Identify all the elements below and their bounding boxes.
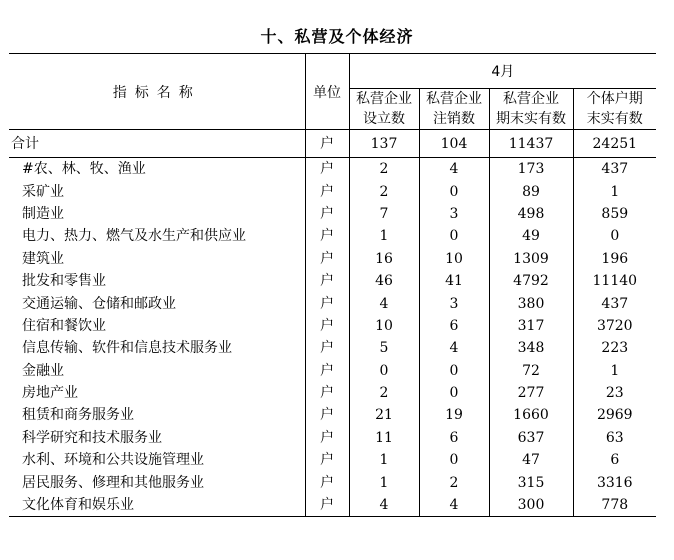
- unit-cell: 户: [305, 404, 349, 426]
- indicator-name: 制造业: [9, 203, 305, 225]
- value-cell: 16: [349, 248, 419, 270]
- column-header-individual-households-end-period: 个体户期 末实有数: [573, 89, 656, 130]
- table-row: [9, 203, 656, 225]
- value-cell: 63: [605, 429, 624, 446]
- value-cell: 11437: [489, 130, 573, 158]
- table-row: [9, 248, 656, 270]
- value-cell: 5: [349, 337, 419, 359]
- value-cell: 4: [419, 337, 489, 359]
- unit-cell: 户: [305, 382, 349, 404]
- value-cell: 11: [349, 427, 419, 449]
- value-cell: 10: [419, 248, 489, 270]
- value-cell: 10: [349, 315, 419, 337]
- value-cell: 1: [349, 225, 419, 247]
- unit-cell: 户: [305, 315, 349, 337]
- indicator-name: 信息传输、软件和信息技术服务业: [9, 337, 305, 359]
- indicator-name: 金融业: [9, 360, 305, 382]
- unit-cell: 户: [305, 449, 349, 471]
- value-cell: 1309: [489, 248, 573, 270]
- value-cell: 3: [419, 292, 489, 314]
- value-cell: 72: [489, 360, 573, 382]
- table-row: [9, 225, 656, 247]
- value-cell: 277: [489, 382, 573, 404]
- table-row: [9, 404, 656, 426]
- table-row: [9, 180, 656, 202]
- unit-cell: 户: [305, 248, 349, 270]
- unit-header: 单位: [305, 54, 349, 130]
- value-cell: 6: [419, 315, 489, 337]
- table-row: [9, 292, 656, 314]
- value-cell: 4: [419, 158, 489, 181]
- value-cell: 637: [489, 427, 573, 449]
- value-cell: 0: [419, 449, 489, 471]
- value-cell: 1: [349, 449, 419, 471]
- value-cell: 11140: [592, 273, 638, 290]
- column-header-new-private-enterprises: 私营企业 设立数: [349, 89, 419, 130]
- unit-cell: 户: [305, 337, 349, 359]
- value-cell: 0: [419, 180, 489, 202]
- indicator-name: 居民服务、修理和其他服务业: [9, 471, 305, 493]
- indicator-name: 批发和零售业: [9, 270, 305, 292]
- indicator-name: #农、林、牧、渔业: [9, 158, 305, 181]
- value-cell: 2: [419, 471, 489, 493]
- table-row: [9, 471, 656, 493]
- value-cell: 21: [349, 404, 419, 426]
- table-row-total: [9, 130, 656, 158]
- unit-cell: 户: [305, 203, 349, 225]
- value-cell: 0: [610, 228, 620, 245]
- value-cell: 4792: [489, 270, 573, 292]
- value-cell: 89: [489, 180, 573, 202]
- value-cell: 23: [605, 385, 624, 402]
- value-cell: 137: [349, 130, 419, 158]
- header-row: [9, 54, 656, 89]
- indicator-name: 水利、环境和公共设施管理业: [9, 449, 305, 471]
- table-row: [9, 449, 656, 471]
- value-cell: 104: [419, 130, 489, 158]
- value-cell: 2: [349, 158, 419, 181]
- value-cell: 1660: [489, 404, 573, 426]
- value-cell: 3720: [596, 317, 633, 334]
- column-header-cancelled-private-enterprises: 私营企业 注销数: [419, 89, 489, 130]
- value-cell: 437: [601, 161, 629, 178]
- value-cell: 196: [601, 250, 629, 267]
- value-cell: 6: [419, 427, 489, 449]
- unit-cell: 户: [305, 180, 349, 202]
- value-cell: 24251: [573, 130, 656, 158]
- table-row: [9, 427, 656, 449]
- indicator-name: 合计: [9, 130, 305, 158]
- unit-cell: 户: [305, 292, 349, 314]
- table-row: [9, 360, 656, 382]
- indicator-name: 电力、热力、燃气及水生产和供应业: [9, 225, 305, 247]
- period-header: 4月: [349, 54, 656, 89]
- unit-cell: 户: [305, 225, 349, 247]
- value-cell: 2969: [596, 407, 633, 424]
- unit-cell: 户: [305, 360, 349, 382]
- table-row: [9, 158, 656, 181]
- indicator-name: 科学研究和技术服务业: [9, 427, 305, 449]
- indicator-name: 交通运输、仓储和邮政业: [9, 292, 305, 314]
- indicator-name: 租赁和商务服务业: [9, 404, 305, 426]
- value-cell: 0: [419, 225, 489, 247]
- table-row: [9, 382, 656, 404]
- indicator-name: 建筑业: [9, 248, 305, 270]
- value-cell: 4: [419, 494, 489, 517]
- page-title: 十、私营及个体经济: [260, 27, 414, 46]
- table-row: [9, 337, 656, 359]
- value-cell: 348: [489, 337, 573, 359]
- value-cell: 1: [610, 183, 620, 200]
- value-cell: 859: [601, 205, 629, 222]
- value-cell: 3316: [596, 474, 633, 491]
- table-row: [9, 315, 656, 337]
- unit-cell: 户: [305, 130, 349, 158]
- value-cell: 49: [489, 225, 573, 247]
- unit-cell: 户: [305, 471, 349, 493]
- unit-cell: 户: [305, 427, 349, 449]
- value-cell: 498: [489, 203, 573, 225]
- value-cell: 3: [419, 203, 489, 225]
- value-cell: 0: [419, 382, 489, 404]
- value-cell: 41: [419, 270, 489, 292]
- indicator-name: 住宿和餐饮业: [9, 315, 305, 337]
- table-row: [9, 494, 656, 517]
- value-cell: 1: [349, 471, 419, 493]
- unit-cell: 户: [305, 158, 349, 181]
- value-cell: 2: [349, 382, 419, 404]
- value-cell: 437: [601, 295, 629, 312]
- value-cell: 317: [489, 315, 573, 337]
- indicator-name-header: 指标名称: [9, 54, 305, 130]
- value-cell: 19: [419, 404, 489, 426]
- value-cell: 6: [610, 452, 620, 469]
- value-cell: 300: [489, 494, 573, 517]
- indicator-name: 文化体育和娱乐业: [9, 494, 305, 517]
- value-cell: 2: [349, 180, 419, 202]
- unit-cell: 户: [305, 270, 349, 292]
- value-cell: 46: [349, 270, 419, 292]
- value-cell: 223: [601, 340, 629, 357]
- value-cell: 47: [489, 449, 573, 471]
- indicator-name: 采矿业: [9, 180, 305, 202]
- value-cell: 315: [489, 471, 573, 493]
- value-cell: 4: [349, 292, 419, 314]
- value-cell: 778: [573, 494, 656, 517]
- statistics-table: [9, 53, 656, 517]
- indicator-name: 房地产业: [9, 382, 305, 404]
- value-cell: 173: [489, 158, 573, 181]
- value-cell: 380: [489, 292, 573, 314]
- unit-cell: 户: [305, 494, 349, 517]
- column-header-private-enterprises-end-period: 私营企业 期末实有数: [489, 89, 573, 130]
- value-cell: 1: [610, 362, 620, 379]
- table-body: [9, 130, 656, 517]
- value-cell: 0: [349, 360, 419, 382]
- value-cell: 7: [349, 203, 419, 225]
- value-cell: 4: [349, 494, 419, 517]
- value-cell: 0: [419, 360, 489, 382]
- table-row: [9, 270, 656, 292]
